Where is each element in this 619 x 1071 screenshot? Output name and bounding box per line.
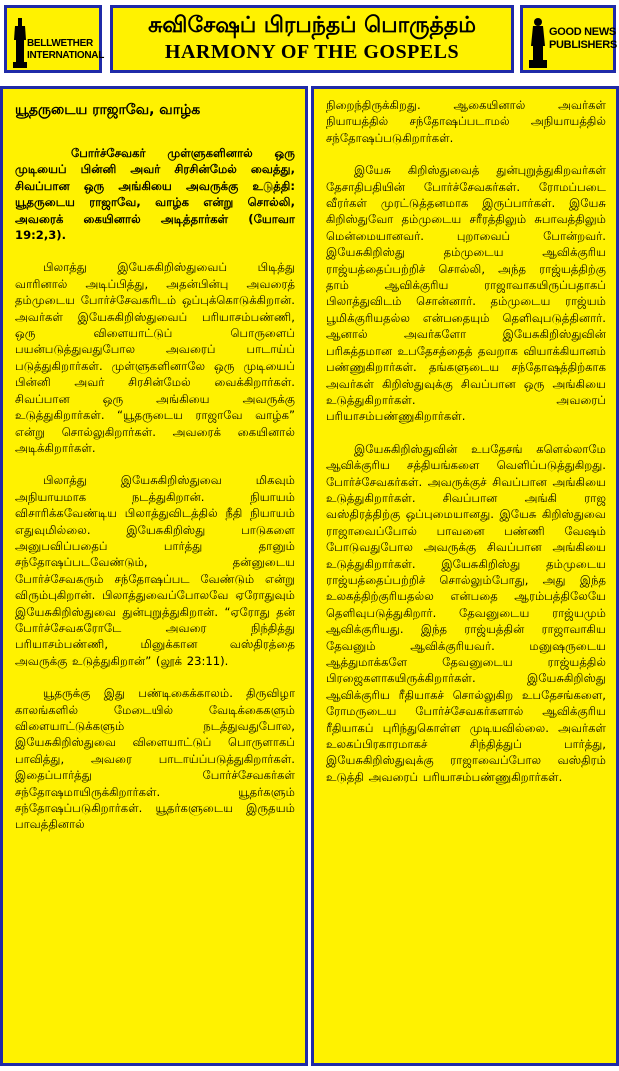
title-tamil: சுவிசேஷப் பிரபந்தப் பொருத்தம்	[148, 13, 476, 38]
logo-left-line2: INTERNATIONAL	[27, 50, 105, 61]
logo-right-line1: GOOD NEWS	[549, 26, 616, 38]
good-news-logo-text	[549, 26, 617, 52]
title-box	[110, 5, 514, 73]
bellwether-logo-text	[27, 38, 104, 62]
left-paragraph-2: பிலாத்து இயேசுகிறிஸ்துவை மிகவும் அநியாயமாக நடத்துகிறான். நியாயம் விசாரிக்கவேண்டிய பிலாத்துவிடத்தில் நீதி நியாயம் எதுவுமில்லை. இயேசுகிறிஸ்து பாடுகளை அனுபவிப்பதைப் பார்த்து தானும் சந்தோஷப்படவேண்டும், தன்னுடைய போர்ச்சேவகரும் சந்தோஷப்பட வேண்டும் என்று விரும்புகிறான். பிலாத்துவைப்போலவே ஏரோதுவும் இயேசுகிறிஸ்துவை துன்புறுத்துகிறான். “ஏரோது தன் போர்ச்சேவகரோடே அவரை நிந்தித்து பரியாசம்பண்ணி, மினுக்கான வஸ்திரத்தை அவருக்கு உடுத்துகிறான்” (லூக் 23:11).	[15, 473, 295, 668]
title-english: HARMONY OF THE GOSPELS	[164, 41, 460, 63]
section-heading: யூதருடைய ராஜாவே, வாழ்க	[15, 102, 201, 118]
right-paragraph-2: இயேசுகிறிஸ்துவின் உபதேசங் களெல்லாமே ஆவிக்குரிய சத்தியங்களை வெளிப்படுத்துகிறது. போர்ச்சேவகர்கள். அவருக்குச் சிவப்பான அங்கியை உடுத்துகிறார்கள். சிவப்பான அங்கி ராஜ வஸ்திரத்திற்கு ஒப்புமையானது. இயேசு கிறிஸ்துவை ராஜாவைப்போல் பாவனை பண்ணி வேஷம் போடுவதுபோல அவருக்கு சிவப்பான அங்கியை உடுத்துகிறார்கள். இயேசுகிறிஸ்து தம்முடைய ராஜ்யத்தைப்பற்றிச் சொல்லும்போது, அது இந்த உலகத்திற்குரியதல்ல என்பதை ஆரம்பத்திலேயே தெளிவுபடுத்துகிறார். தேவனுடைய ராஜ்யமும் ஆவிக்குரியது. இந்த ராஜ்யத்தின் ராஜாவாகிய தேவனும் ஆவிக்குரியவர். மனுஷருடைய ஆத்துமாக்களே தேவனுடைய ராஜ்யத்தில் பிரஜைகளாகயிருக்கிறார்கள். இயேசுகிறிஸ்து ஆவிக்குரிய ரீதியாகச் சொல்லுகிற உபதேசங்களை, ரோமருடைய போர்ச்சேவகர்களால் ஆவிக்குரிய ரீதியாகப் புரிந்துகொள்ள முடியவில்லை. அவர்கள் உலகப்பிரகாரமாகச் சிந்தித்துப் பார்த்து, இயேசுகிறிஸ்துவுக்கு ராஜாவைப்போல வஸ்திரம் உடுத்தி அவரைப் பரியாசம்பண்ணுகிறார்கள்.	[326, 441, 606, 784]
good-news-logo	[520, 5, 616, 73]
right-column	[311, 86, 619, 1066]
left-paragraph-1: பிலாத்து இயேசுகிறிஸ்துவைப் பிடித்து வாரினால் அடிப்பித்து, அதன்பின்பு அவரைத் தம்முடைய போர்ச்சேவகரிடம் ஒப்புக்கொடுக்கிறான். அவர்கள் இயேசுகிறிஸ்துவைப் பரியாசம்பண்ணி, ஒரு விளையாட்டுப் பொருளைப் பயன்படுத்துவதுபோல அவரைப் பாடாய்ப் படுத்துகிறார்கள். முள்ளுகளினாலே ஒரு முடியைப் பின்னி அவர் சிரசின்மேல் வைக்கிறார்கள். சிவப்பான ஒரு அங்கியை அவருக்கு உடுத்துகிறார்கள். “யூதருடைய ராஜாவே வாழ்க” என்று சொல்லுகிறார்கள். அவரைக் கையினால் அடிக்கிறார்கள்.	[15, 260, 295, 455]
bell-tower-icon	[13, 18, 27, 68]
right-paragraph-continued: நிறைந்திருக்கிறது. ஆகையினால் அவர்கள் நியாயத்தில் சந்தோஷப்படாமல் அநியாயத்தில் சந்தோஷப்படுகிறார்கள்.	[326, 98, 606, 145]
right-paragraph-1: இயேசு கிறிஸ்துவைத் துன்புறுத்துகிறவர்கள் தேசாதிபதியின் போர்ச்சேவகர்கள். ரோமப்படை வீரர்கள் முரட்டுத்தனமாக இருப்பார்கள். இயேசு கிறிஸ்துவோ தம்முடைய சரீரத்திலும் சுபாவத்திலும் மென்மையானவர். புறாவைப் போன்றவர். இயேசுகிறிஸ்து தம்முடைய ஆவிக்குரிய ராஜ்யத்தைப்பற்றிச் சொல்லி, அந்த ராஜ்யத்திற்கு தாம் ஆவிக்குரிய ராஜாவாகயிருப்பதாகப் பிலாத்துவிடம் சொன்னார். தம்முடைய ராஜ்யம் பூமிக்குரியதல்ல என்பதையும் தெளிவுபடுத்தினார். ஆனால் அவர்களோ இயேசுகிறிஸ்துவின் பரிசுத்தமான உபதேசத்தைத் தவறாக வியாக்கியானம் பண்ணுகிறார்கள். தங்களுடைய சந்தோஷத்திற்காக அவர்கள் கிறிஸ்துவுக்கு சிவப்பான ஒரு அங்கியை உடுத்துகிறார்கள். அவரைப் பரியாசம்பண்ணுகிறார்கள்.	[326, 163, 606, 424]
header	[0, 0, 619, 82]
left-paragraph-3: யூதருக்கு இது பண்டிகைக்காலம். திருவிழா காலங்களில் மேடையில் வேடிக்கைகளும் விளையாட்டுக்களும் நடத்துவதுபோல, இயேசுகிறிஸ்துவை விளையாட்டுப் பொருளாகப் பாவித்து, அவரை பாடாய்ப்படுத்துகிறார்கள். இதைப்பார்த்து போர்ச்சேவகர்கள் சந்தோஷமாயிருக்கிறார்கள். யூதர்களும் சந்தோஷப்படுகிறார்கள். யூதர்களுடைய இருதயம் பாவத்தினால்	[15, 686, 295, 832]
statue-icon	[529, 16, 547, 68]
logo-left-line1: BELLWETHER	[27, 38, 93, 49]
left-column	[0, 86, 308, 1066]
scripture-intro: போர்ச்சேவகர் முள்ளுகளினால் ஒரு முடியைப் பின்னி அவர் சிரசின்மேல் வைத்து, சிவப்பான ஒரு அங்கியை அவருக்கு உடுத்தி: யூதருடைய ராஜாவே, வாழ்க என்று சொல்லி, அவரைக் கையினால் அடித்தார்கள் (யோவா 19:2,3).	[15, 146, 295, 243]
bellwether-logo	[4, 5, 105, 73]
logo-right-line2: PUBLISHERS	[549, 39, 617, 51]
